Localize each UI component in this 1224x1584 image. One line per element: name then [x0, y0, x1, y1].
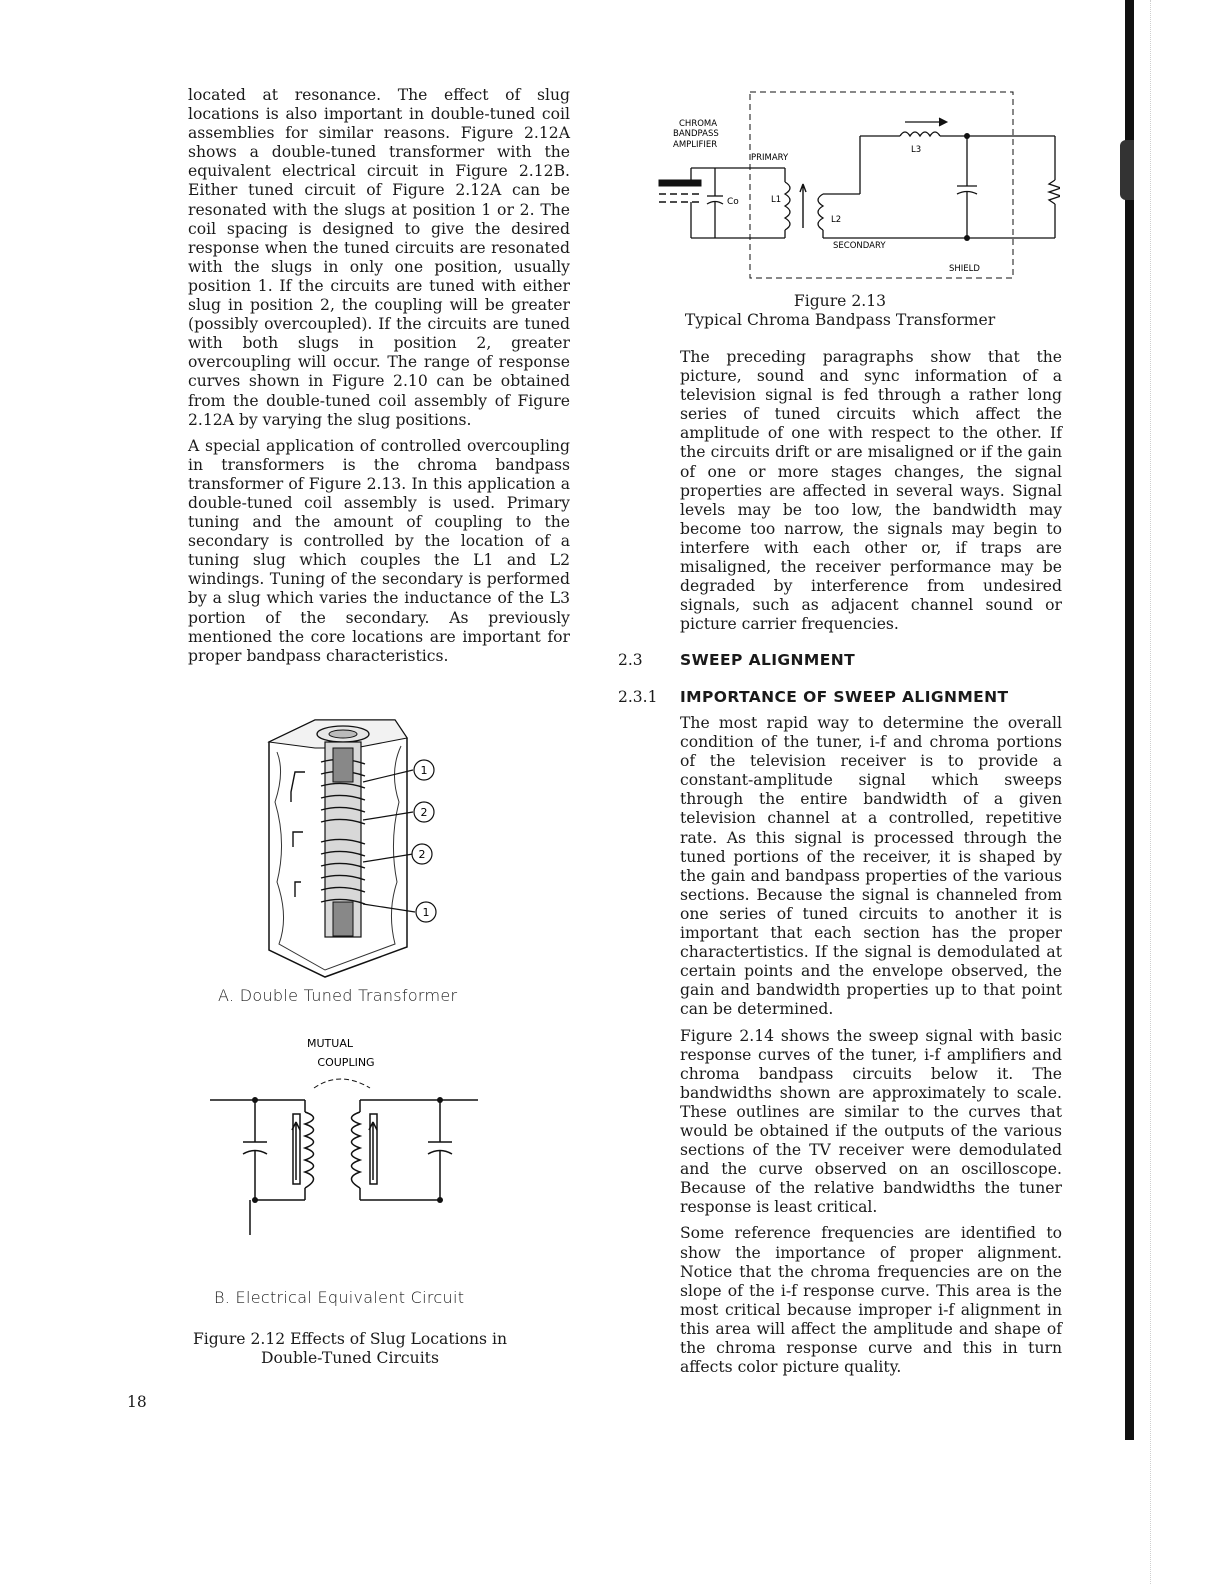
- left-column-text: [188, 86, 570, 673]
- figure-2-13-caption: [660, 292, 1020, 330]
- callout-label: 1: [420, 764, 428, 777]
- right-column-intro: [680, 348, 1062, 641]
- callout-label: 2: [418, 848, 426, 861]
- paragraph: A special application of controlled overcoupling in transformers is the chroma bandpass transformer of Figure 2.13. In this application a double-tuned coil assembly is used. Primary tuning and the amount of coupling to the secondary is controlled by the location of a tuning slug which couples the L1 and L2 windings. Tuning of the secondary is performed by a slug which varies the inductance of the L3 portion of the secondary. As previously mentioned the core locations are important for proper bandpass characteristics.: [188, 436, 570, 665]
- figure-2-12b-equivalent-circuit: [210, 1030, 500, 1245]
- figure-2-13-schematic: [655, 88, 1060, 283]
- shield-label: SHIELD: [949, 264, 980, 274]
- figure-2-12-caption: [150, 1330, 550, 1368]
- caption-line: Figure 2.12 Effects of Slug Locations in: [192, 1330, 507, 1348]
- callout-label: 1: [422, 906, 430, 919]
- chroma-label: CHROMA: [679, 119, 718, 129]
- paragraph: The most rapid way to determine the overall condition of the tuner, i-f and chroma portions of the television receiver is to provide a constant-amplitude signal which sweeps through the entire bandwidth of a given television channel at a controlled, repetitive rate. As this signal is processed through the tuned portions of the receiver, it is shaped by the gain and bandpass properties of the various sections. Because the signal is channeled from one series of tuned circuits to another it is important that each section has the proper charactertistics. If the signal is demodulated at certain points and the envelope observed, the gain and bandwidth properties up to that point can be determined.: [680, 714, 1062, 1019]
- paragraph: Figure 2.14 shows the sweep signal with basic response curves of the tuner, i-f amplifiers and chroma bandpass circuits below it. The bandwidths shown are approximately to scale. These outlines are similar to the curves that would be obtained if the outputs of the various sections of the TV receiver were demodulated and the curve observed on an oscilloscope. Because of the relative bandwidths the tuner response is least critical.: [680, 1026, 1062, 1217]
- secondary-label: SECONDARY: [833, 241, 886, 251]
- caption-line: Double-Tuned Circuits: [261, 1349, 439, 1367]
- subsection-heading: IMPORTANCE OF SWEEP ALIGNMENT: [680, 688, 1009, 706]
- figure-2-12b-caption: B. Electrical Equivalent Circuit: [214, 1288, 465, 1307]
- bandpass-label: BANDPASS: [673, 129, 719, 139]
- l3-label: L3: [911, 145, 922, 155]
- paragraph: The preceding paragraphs show that the picture, sound and sync information of a television signal is fed through a rather long series of tuned circuits which affect the amplitude of one with respect to the other. If the circuits drift or are misaligned or if the gain of one or more stages changes, the signal properties are affected in several ways. Signal levels may be too low, the bandwidth may become too narrow, the signals may begin to interfere with each other or, if traps are misaligned, the receiver performance may be degraded by interference from undesired signals, such as adjacent channel sound or picture carrier frequencies.: [680, 348, 1062, 634]
- callout-label: 2: [420, 806, 428, 819]
- caption-line: Figure 2.13: [793, 292, 887, 310]
- mutual-coupling-label: MUTUAL: [307, 1037, 353, 1050]
- right-column-text: [680, 714, 1062, 1384]
- paragraph: located at resonance. The effect of slug locations is also important in double-tuned coil assemblies for similar reasons. Figure 2.12A shows a double-tuned transformer with the equivalent electrical circuit in Figure 2.12B. Either tuned circuit of Figure 2.12A can be resonated with the slugs at position 1 or 2. The coil spacing is designed to give the desired response when the tuned circuits are resonated with the slugs in only one position, usually position 1. If the circuits are tuned with either slug in position 2, the coupling will be greater (possibly overcoupled). If the circuits are tuned with both slugs in position 2, greater overcoupling will occur. The range of response curves shown in Figure 2.10 can be obtained from the double-tuned coil assembly of Figure 2.12A by varying the slug positions.: [188, 86, 570, 429]
- page-edge-marks: [1150, 0, 1171, 1584]
- primary-label: PRIMARY: [751, 153, 789, 163]
- l1-label: L1: [771, 195, 782, 205]
- figure-2-12a-caption: A. Double Tuned Transformer: [218, 986, 458, 1005]
- l2-label: L2: [831, 215, 842, 225]
- caption-line: Typical Chroma Bandpass Transformer: [684, 311, 996, 329]
- section-number: 2.3: [618, 651, 643, 669]
- section-heading: SWEEP ALIGNMENT: [680, 651, 856, 669]
- binding-edge: [1125, 0, 1134, 1440]
- paragraph: Some reference frequencies are identified to show the importance of proper alignment. Notice that the chroma frequencies are on the slope of the i-f response curve. This area is the most critical because improper i-f alignment in this area will affect the amplitude and shape of the chroma response curve and this in turn affects color picture quality.: [680, 1224, 1062, 1377]
- mutual-coupling-label: COUPLING: [317, 1056, 375, 1069]
- co-label: Co: [727, 197, 739, 207]
- subsection-number: 2.3.1: [618, 688, 658, 706]
- binding-tab: [1120, 140, 1134, 200]
- figure-2-12a-transformer-illustration: [255, 712, 455, 987]
- page-number: 18: [127, 1393, 147, 1411]
- amplifier-label: AMPLIFIER: [673, 140, 718, 150]
